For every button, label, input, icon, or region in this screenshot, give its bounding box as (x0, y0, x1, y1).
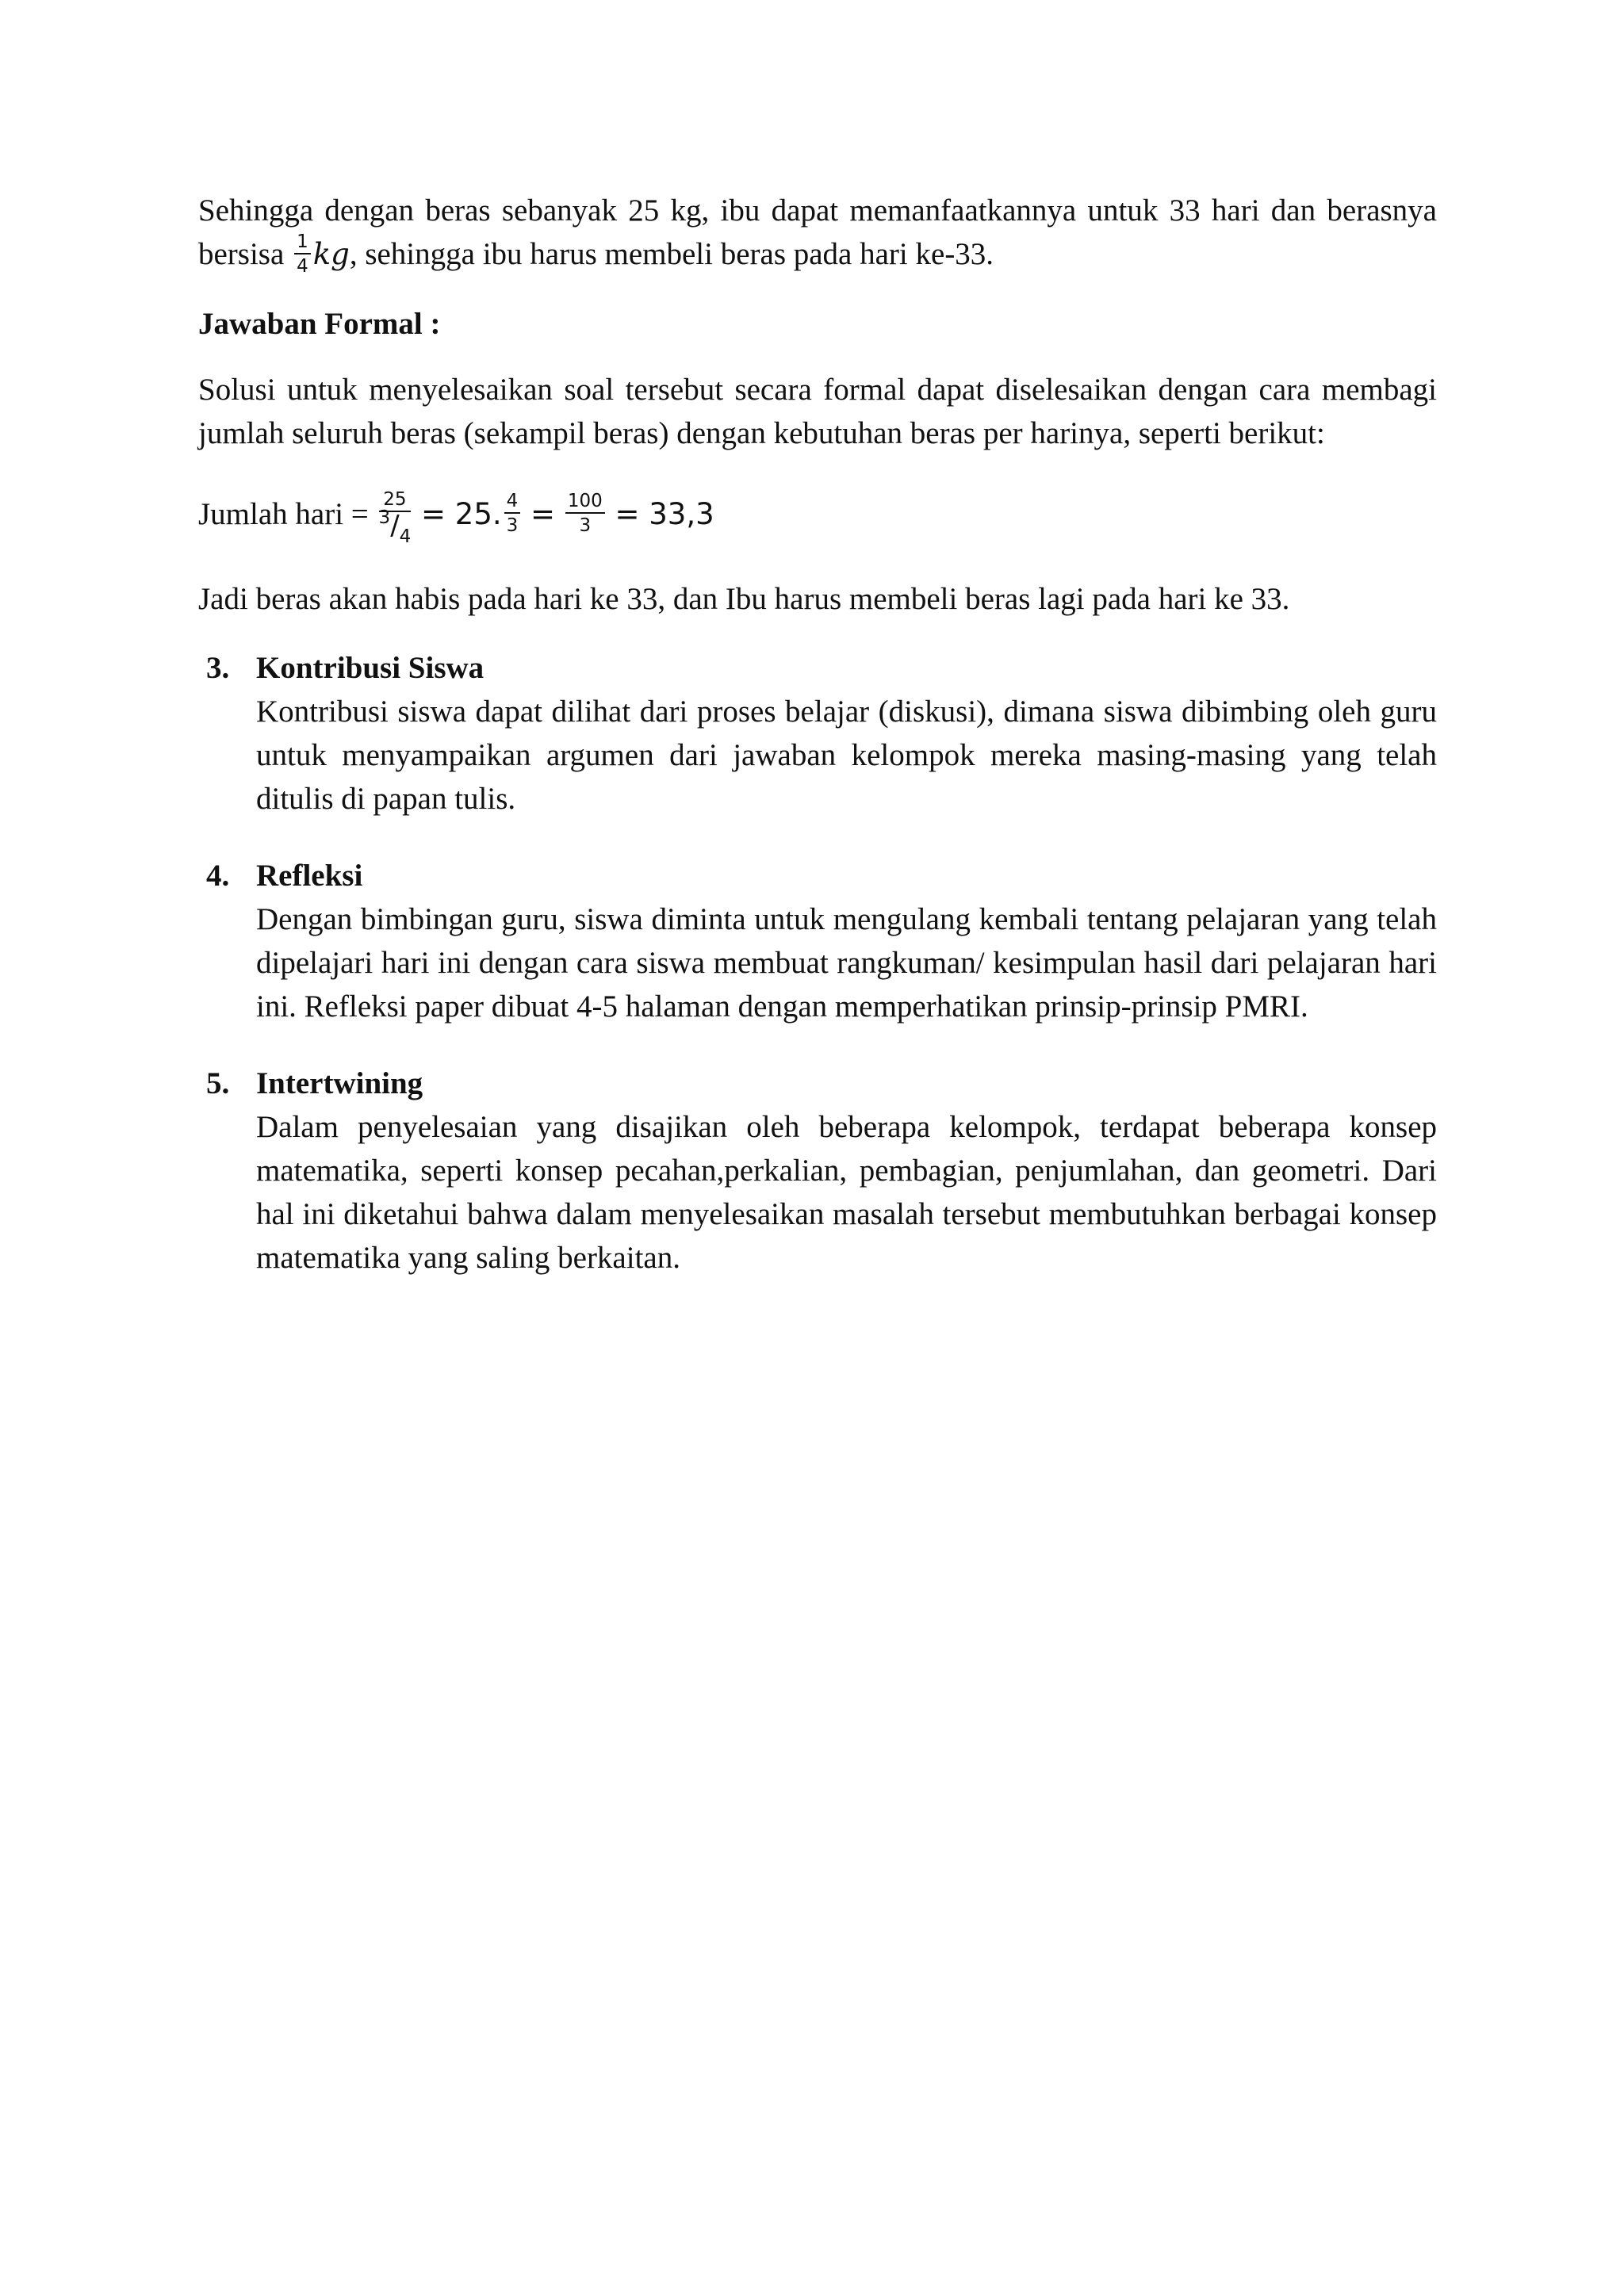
section-number: 3. (206, 650, 230, 685)
equation-fraction-2 (504, 491, 521, 536)
intro-paragraph (198, 189, 1437, 280)
section-title: Intertwining (256, 1066, 423, 1100)
section-text: Dalam penyelesaian yang disajikan oleh beberapa kelompok, terdapat beberapa konsep matematika, seperti konsep pecahan,perkalian, pembagian, penjumlahan, dan geometri. Dari hal ini diketahui bahwa dalam menyelesaikan masalah tersebut membutuhkan berbagai konsep matematika yang saling berkaitan. (256, 1109, 1437, 1275)
section-refleksi (198, 854, 1437, 1028)
document-page (198, 189, 1437, 1313)
remainder-numerator: 1 (294, 232, 311, 254)
section-text: Kontribusi siswa dapat dilihat dari proses belajar (diskusi), dimana siswa dibimbing oleh guru untuk menyampaikan argumen dari jawaban kelompok mereka masing-masing yang telah ditulis di papan tulis. (256, 694, 1437, 816)
fraction-2-numerator: 4 (504, 491, 521, 514)
equation-label: Jumlah hari = (198, 496, 369, 531)
section-title: Refleksi (256, 858, 363, 893)
section-number: 4. (206, 858, 230, 893)
formal-answer-heading: Jawaban Formal : (198, 306, 441, 341)
formal-conclusion: Jadi beras akan habis pada hari ke 33, dan Ibu harus membeli beras lagi pada hari ke 33. (198, 581, 1290, 616)
section-kontribusi-siswa (198, 646, 1437, 821)
day-count-equation (198, 479, 1437, 550)
intro-text-start: Sehingga dengan beras sebanyak 25 kg, ibu dapat memanfaatkannya untuk 33 hari dan berasnya bersisa (198, 193, 1437, 271)
section-intertwining (198, 1062, 1437, 1280)
fraction-3-denominator: 3 (579, 515, 592, 537)
section-text: Dengan bimbingan guru, siswa diminta untuk mengulang kembali tentang pelajaran yang telah dipelajari hari ini dengan cara siswa membuat rangkuman/ kesimpulan hasil dari pelajaran hari ini. Refleksi paper dibuat 4-5 halaman dengan memperhatikan prinsip-prinsip PMRI. (256, 901, 1437, 1024)
fraction-2-denominator: 3 (506, 515, 519, 537)
section-number: 5. (206, 1066, 230, 1100)
fraction-1-numerator: 25 (379, 489, 412, 512)
equation-result: = 33,3 (615, 496, 714, 531)
equation-fraction-1 (378, 489, 412, 548)
equation-fraction-3 (565, 491, 605, 536)
remainder-fraction (294, 232, 311, 277)
intro-text-end: , sehingga ibu harus membeli beras pada hari ke-33. (349, 237, 994, 271)
section-title: Kontribusi Siswa (256, 650, 485, 685)
equation-step-1: = 25. (421, 496, 502, 531)
formal-answer-paragraph: Solusi untuk menyelesaikan soal tersebut secara formal dapat diselesaikan dengan cara membagi jumlah seluruh beras (sekampil beras) dengan kebutuhan beras per harinya, seperti berikut: (198, 372, 1437, 450)
fraction-3-numerator: 100 (565, 491, 605, 514)
fraction-1-denominator: 3/4 (378, 507, 412, 548)
remainder-unit: kg (312, 237, 350, 271)
equation-step-2: = (530, 496, 556, 531)
remainder-denominator: 4 (297, 255, 308, 277)
